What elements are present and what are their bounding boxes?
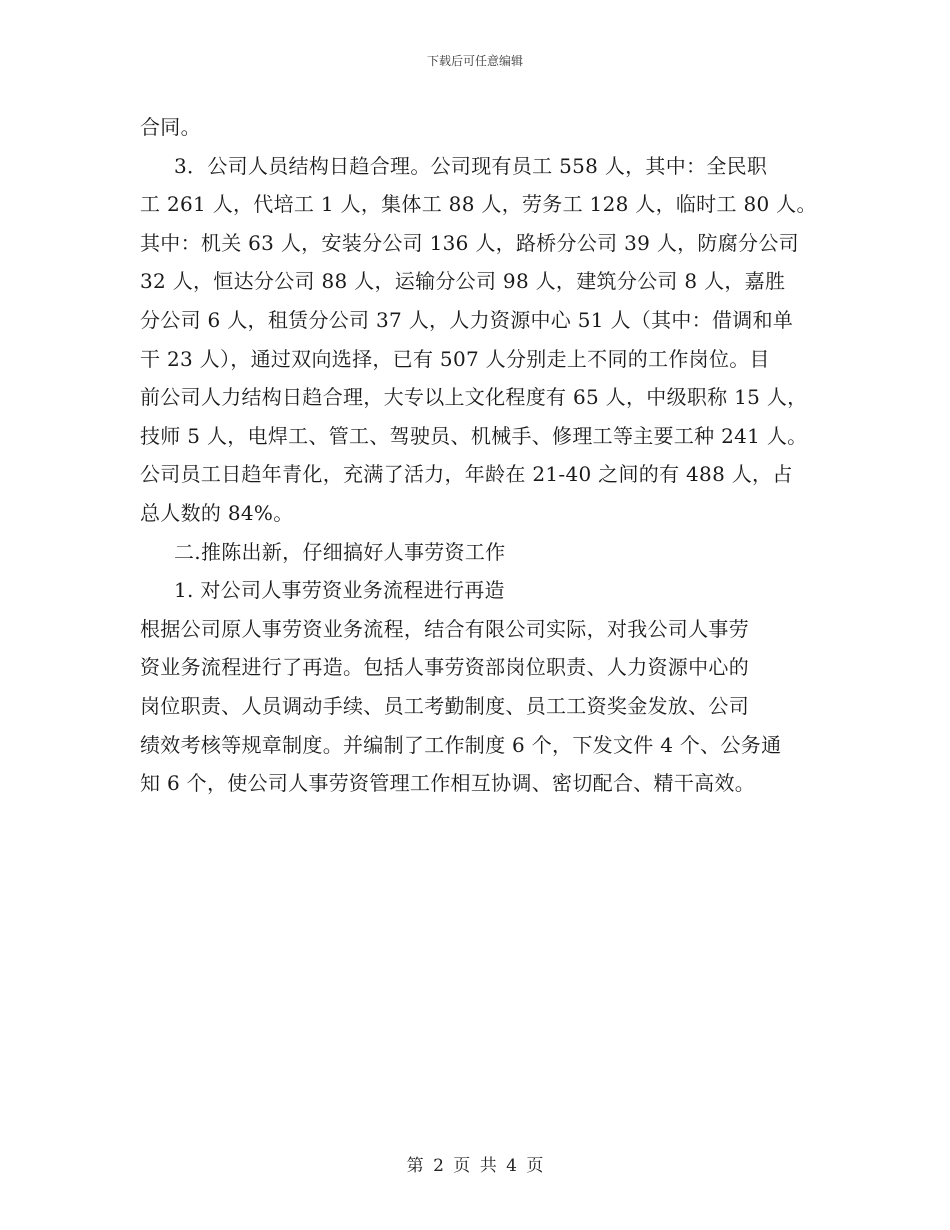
section-heading: 二.推陈出新，仔细搞好人事劳资工作 <box>174 539 506 564</box>
text-line: 3．公司人员结构日趋合理。公司现有员工 558 人，其中：全民职 <box>174 153 768 178</box>
text-line: 资业务流程进行了再造。包括人事劳资部岗位职责、人力资源中心的 <box>140 655 749 680</box>
text-line: 岗位职责、人员调动手续、员工考勤制度、员工工资奖金发放、公司 <box>140 693 749 718</box>
text-line: 知 6 个，使公司人事劳资管理工作相互协调、密切配合、精干高效。 <box>140 771 756 796</box>
page-number: 第 2 页 共 4 页 <box>406 1156 544 1176</box>
document-body <box>140 108 820 803</box>
text-line: 32 人，恒达分公司 88 人，运输分公司 98 人，建筑分公司 8 人，嘉胜 <box>140 269 786 294</box>
text-line: 公司员工日趋年青化，充满了活力，年龄在 21-40 之间的有 488 人，占 <box>140 462 793 487</box>
text-line: 分公司 6 人，租赁分公司 37 人，人力资源中心 51 人（其中：借调和单 <box>140 307 794 332</box>
text-line: 合同。 <box>140 115 201 139</box>
text-line: 其中：机关 63 人，安装分公司 136 人，路桥分公司 39 人，防腐分公司 <box>140 230 799 255</box>
text-line: 绩效考核等规章制度。并编制了工作制度 6 个，下发文件 4 个、公务通 <box>140 732 782 757</box>
text-line: 总人数的 84%。 <box>140 500 294 525</box>
page-header: 下载后可任意编辑 <box>426 54 523 68</box>
text-line: 技师 5 人，电焊工、管工、驾驶员、机械手、修理工等主要工种 241 人。 <box>140 423 808 448</box>
subsection-heading: 1. 对公司人事劳资业务流程进行再造 <box>174 578 505 603</box>
text-line: 前公司人力结构日趋合理，大专以上文化程度有 65 人，中级职称 15 人， <box>140 385 808 410</box>
text-line: 干 23 人），通过双向选择，已有 507 人分别走上不同的工作岗位。目 <box>140 346 770 371</box>
text-line: 根据公司原人事劳资业务流程，结合有限公司实际，对我公司人事劳 <box>140 616 749 641</box>
text-line: 工 261 人，代培工 1 人，集体工 88 人，劳务工 128 人，临时工 80 人。 <box>140 192 817 217</box>
